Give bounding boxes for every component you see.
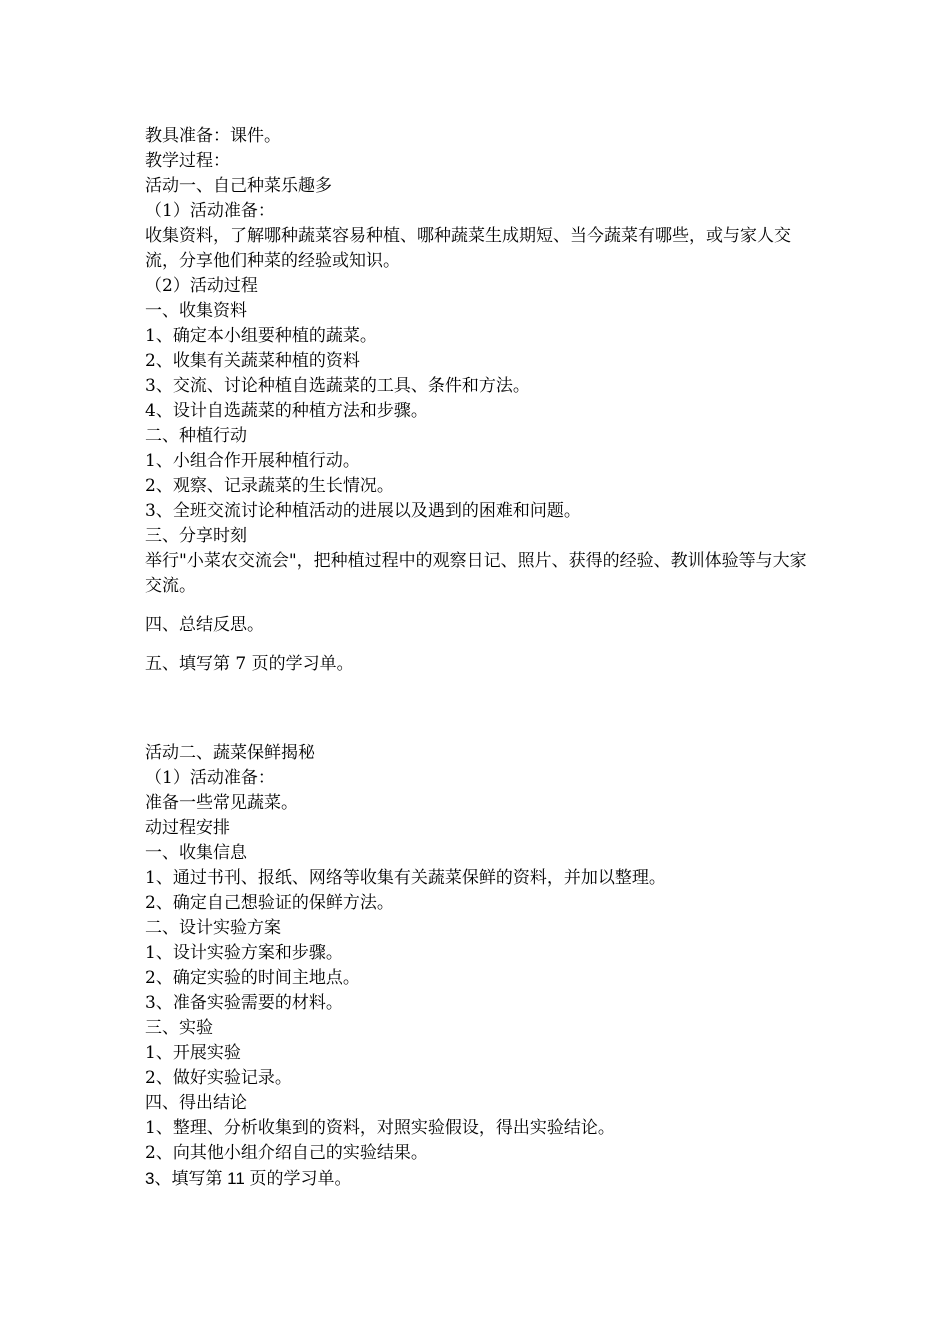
list-item: 2、做好实验记录。 <box>145 1068 292 1088</box>
activity-1-prep-heading: （1）活动准备： <box>145 201 275 221</box>
list-item: 2、确定实验的时间主地点。 <box>145 968 360 988</box>
activity-2-section-1-heading: 一、收集信息 <box>145 843 247 863</box>
teaching-process-heading: 教学过程： <box>145 151 230 171</box>
activity-1-section-5-heading: 五、填写第 7 页的学习单。 <box>145 654 354 674</box>
activity-1-section-1-heading: 一、收集资料 <box>145 301 247 321</box>
list-item: 2、向其他小组介绍自己的实验结果。 <box>145 1143 428 1163</box>
list-item: 1、开展实验 <box>145 1043 241 1063</box>
list-item: 1、整理、分析收集到的资料，对照实验假设，得出实验结论。 <box>145 1118 615 1138</box>
list-item: 3、全班交流讨论种植活动的进展以及遇到的困难和问题。 <box>145 501 581 521</box>
list-item: 2、观察、记录蔬菜的生长情况。 <box>145 476 394 496</box>
list-item: 3、准备实验需要的材料。 <box>145 993 343 1013</box>
list-item: 2、收集有关蔬菜种植的资料 <box>145 351 360 371</box>
teaching-aids-line: 教具准备：课件。 <box>145 126 281 146</box>
list-item: 2、确定自己想验证的保鲜方法。 <box>145 893 394 913</box>
list-item: 3、填写第 11 页的学习单。 <box>145 1169 352 1188</box>
list-item: 1、小组合作开展种植行动。 <box>145 451 360 471</box>
activity-1-title: 活动一、自己种菜乐趣多 <box>145 176 332 196</box>
list-item: 1、设计实验方案和步骤。 <box>145 943 343 963</box>
activity-2-section-4-heading: 四、得出结论 <box>145 1093 247 1113</box>
list-item: 1、通过书刊、报纸、网络等收集有关蔬菜保鲜的资料，并加以整理。 <box>145 868 666 888</box>
activity-1-process-heading: （2）活动过程 <box>145 276 258 296</box>
activity-1-prep-text: 收集资料，了解哪种蔬菜容易种植、哪种蔬菜生成期短、当今蔬菜有哪些，或与家人交流，分享他们种菜的经验或知识。 <box>145 226 791 271</box>
activity-2-section-2-heading: 二、设计实验方案 <box>145 918 281 938</box>
list-item: 3、交流、讨论种植自选蔬菜的工具、条件和方法。 <box>145 376 530 396</box>
activity-2-prep-heading: （1）活动准备： <box>145 768 275 788</box>
activity-1-section-3-heading: 三、分享时刻 <box>145 526 247 546</box>
activity-1-section-2-heading: 二、种植行动 <box>145 426 247 446</box>
document-body <box>145 124 815 1191</box>
activity-2-section-3-heading: 三、实验 <box>145 1018 213 1038</box>
list-item: 1、确定本小组要种植的蔬菜。 <box>145 326 377 346</box>
activity-2-title: 活动二、蔬菜保鲜揭秘 <box>145 743 315 763</box>
list-item: 4、设计自选蔬菜的种植方法和步骤。 <box>145 401 428 421</box>
activity-1-section-4-heading: 四、总结反思。 <box>145 615 264 635</box>
activity-2-process-heading: 动过程安排 <box>145 818 230 838</box>
activity-2-prep-text: 准备一些常见蔬菜。 <box>145 793 298 813</box>
activity-1-section-3-text: 举行"小菜农交流会"，把种植过程中的观察日记、照片、获得的经验、教训体验等与大家交流。 <box>145 551 807 596</box>
